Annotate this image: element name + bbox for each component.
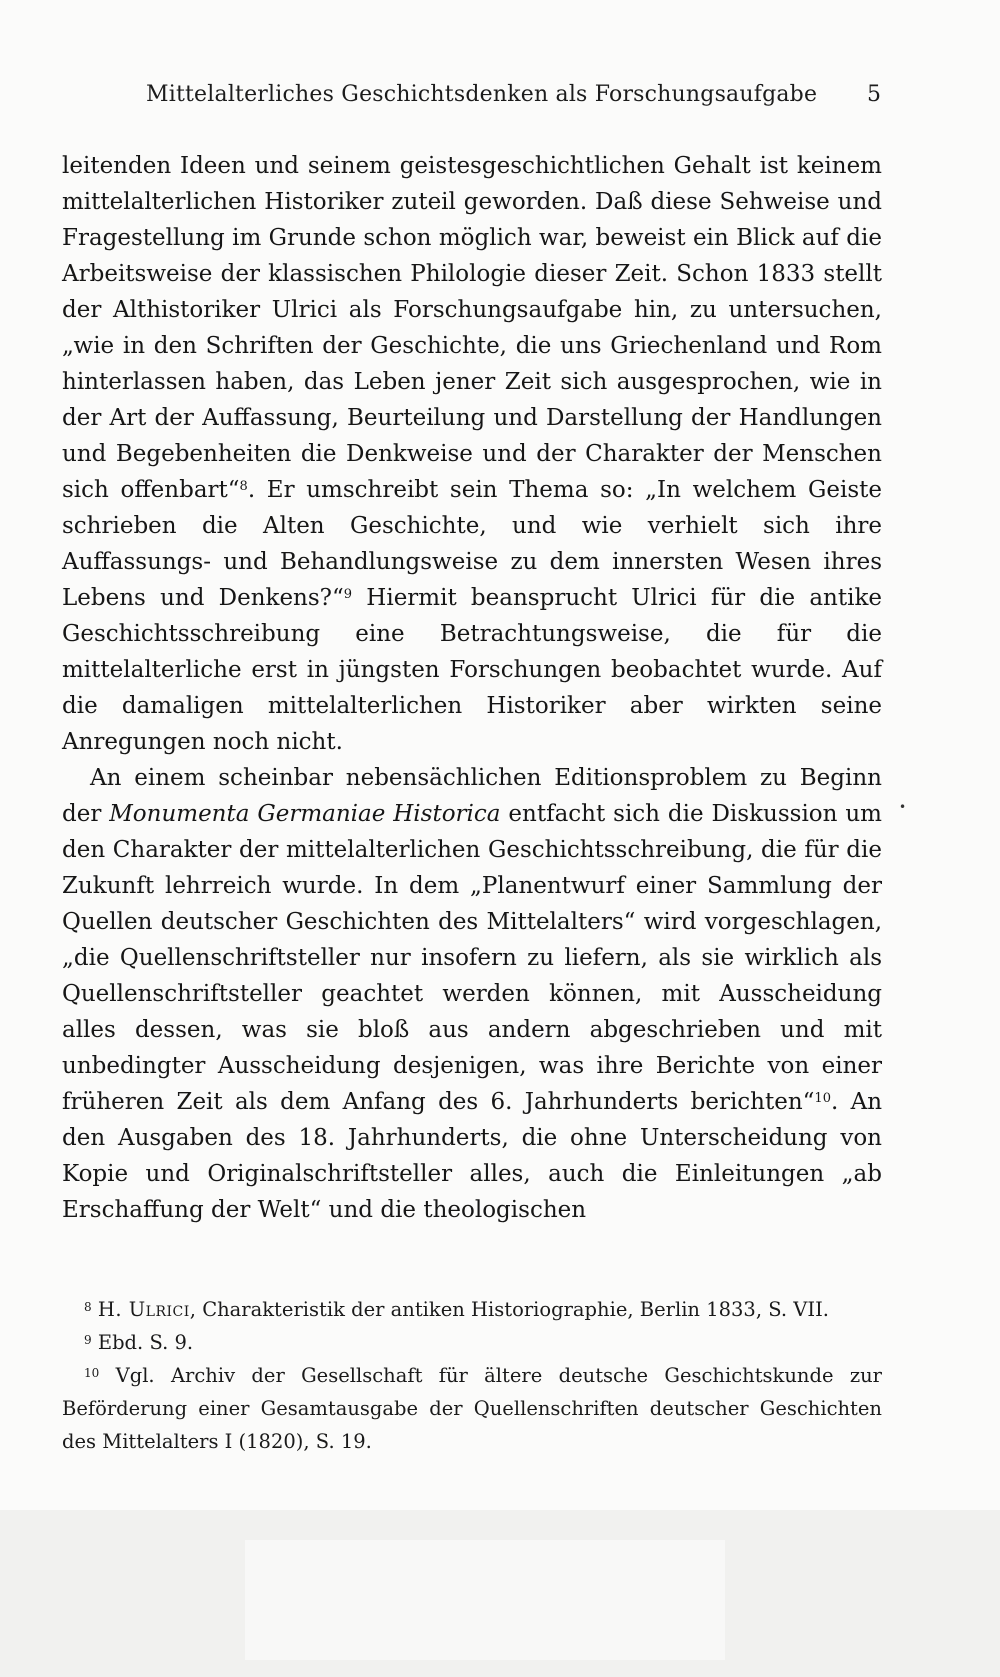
footnote-9 [62,1326,882,1359]
footnote-number: 10 [84,1366,100,1380]
paragraph-1-text-a: leitenden Ideen und seinem geistesgeschichtlichen Gehalt ist keinem mittelalterlichen Historiker zuteil geworden. Daß diese Sehweise und Fragestellung im Grunde schon möglich war, beweist ein Blick auf die Arbeitsweise der klassischen Philologie dieser Zeit. Schon 1833 stellt der Althistoriker Ulrici als Forschungsaufgabe hin, zu untersuchen, „wie in den Schriften der Geschichte, die uns Griechenland und Rom hinterlassen haben, das Leben jener Zeit sich ausgesprochen, wie in der Art der Auffassung, Beurteilung und Darstellung der Handlungen und Begebenheiten die Denkweise und der Charakter der Menschen sich offenbart“ [62,153,882,503]
scan-artifact [245,1540,725,1660]
page-number: 5 [867,82,881,107]
running-title: Mittelalterliches Geschichtsdenken als Forschungsaufgabe [146,82,818,107]
footnotes [62,1293,882,1458]
scan-bottom-margin [0,1510,1000,1677]
footnote-ref-10: 10 [814,1091,831,1106]
paragraph-2-text-b: entfacht sich die Diskussion um den Charakter der mittelalterlichen Geschichtsschreibung, die für die Zukunft lehrreich wurde. In dem „Planentwurf einer Sammlung der Quellen deutscher Geschichten des Mittelalters“ wird vorgeschlagen, „die Quellenschriftsteller nur insofern zu liefern, als sie wirklich als Quellenschriftsteller geachtet werden können, mit Ausscheidung alles dessen, was sie bloß aus andern abgeschrieben und mit unbedingter Ausscheidung desjenigen, was ihre Berichte von einer früheren Zeit als dem Anfang des 6. Jahrhunderts berichten“ [62,801,882,1115]
italic-title: Monumenta Germaniae Historica [109,801,501,827]
margin-mark: • [899,800,907,814]
paragraph-2-text-c: . An den Ausgaben des 18. Jahrhunderts, die ohne Unterscheidung von Kopie und Originalschriftsteller alles, auch die Einleitungen „ab Erschaffung der Welt“ und die theologischen [62,1089,883,1223]
footnote-number: 9 [84,1333,92,1347]
footnote-text: Ebd. S. 9. [97,1331,194,1354]
footnote-ref-8: 8 [239,479,248,494]
paragraph-2 [62,760,882,1228]
footnote-number: 8 [84,1300,92,1314]
paragraph-1-text-b: . Er umschreibt sein Thema so: „In welchem Geiste schrieben die Alten Geschichte, und wie verhielt sich ihre Auffassungs- und Behandlungsweise zu dem innersten Wesen ihres Lebens und Denkens?“ [62,477,882,611]
body-text [62,148,882,1228]
footnote-8 [62,1293,882,1326]
paragraph-2-text-a: An einem scheinbar nebensächlichen Editionsproblem zu Beginn der [62,765,882,827]
footnote-author: H. Ulrici [97,1298,190,1321]
paragraph-1-text-c: Hiermit beansprucht Ulrici für die antike Geschichtsschreibung eine Betrachtungsweise, die für die mittelalterliche erst in jüngsten Forschungen beobachtet wurde. Auf die damaligen mittelalterlichen Historiker aber wirkten seine Anregungen noch nicht. [62,585,882,755]
footnote-10 [62,1359,882,1458]
footnote-ref-9: 9 [343,587,353,602]
footnote-text: , Charakteristik der antiken Historiographie, Berlin 1833, S. VII. [189,1298,829,1321]
paragraph-1 [62,148,882,760]
footnote-text: Vgl. Archiv der Gesellschaft für ältere deutsche Geschichtskunde zur Beförderung einer Gesamtausgabe der Quellenschriften deutscher Geschichten des Mittelalters I (1820), S. 19. [62,1364,882,1453]
